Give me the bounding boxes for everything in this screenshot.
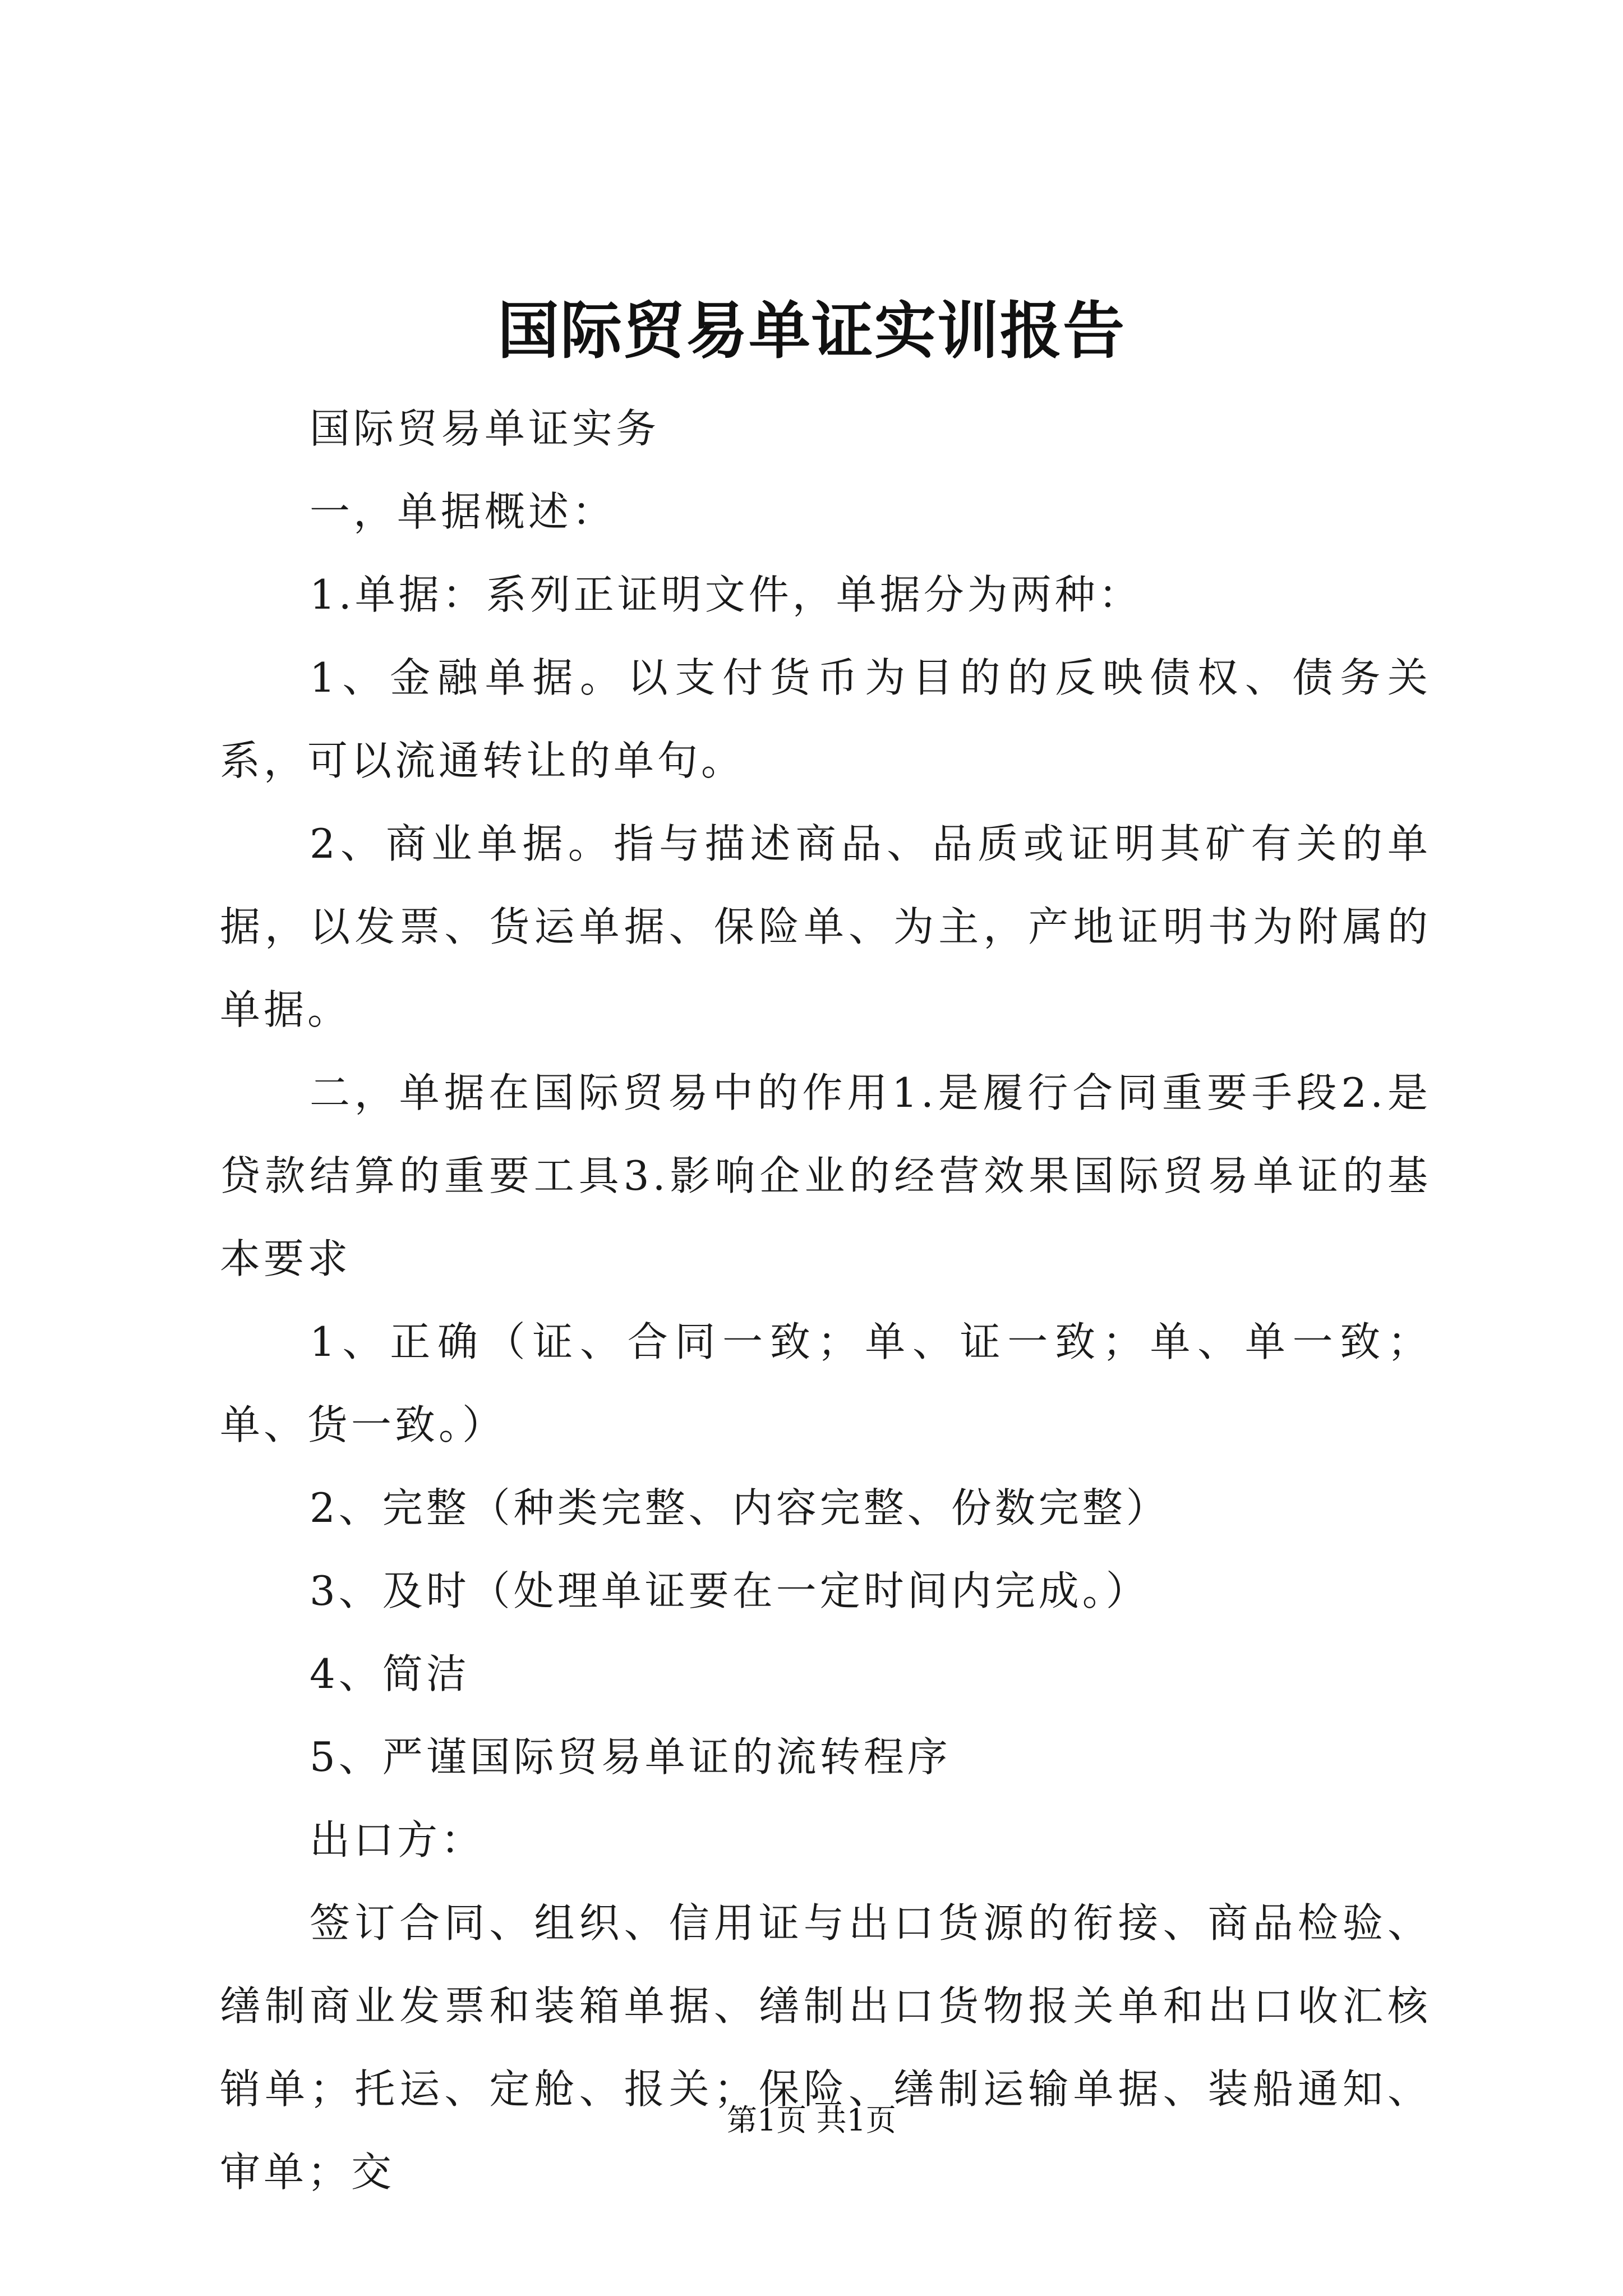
paragraph: 5、严谨国际贸易单证的流转程序 (310, 1733, 951, 1780)
paragraph: 二，单据在国际贸易中的作用1.是履行合同重要手段2.是贷款结算的重要工具3.影响企业的经营效果国际贸易单证的基本要求 (220, 1069, 1431, 1282)
document-body (220, 387, 1431, 2214)
paragraph: 1、金融单据。以支付货币为目的的反映债权、债务关系，可以流通转让的单句。 (220, 654, 1431, 784)
document-title: 国际贸易单证实训报告 (497, 295, 1126, 367)
paragraph: 一，单据概述： (310, 488, 616, 535)
page-footer: 第1页 共1页 (727, 2102, 896, 2138)
paragraph: 签订合同、组织、信用证与出口货源的衔接、商品检验、缮制商业发票和装箱单据、缮制出口货物报关单和出口收汇核销单；托运、定舱、报关；保险、缮制运输单据、装船通知、审单；交 (220, 1899, 1431, 2196)
paragraph: 4、简洁 (310, 1650, 470, 1697)
paragraph: 国际贸易单证实务 (310, 405, 660, 452)
paragraph: 2、完整（种类完整、内容完整、份数完整） (310, 1484, 1170, 1531)
paragraph: 1、正确（证、合同一致；单、证一致；单、单一致；单、货一致。） (220, 1318, 1431, 1448)
paragraph: 1.单据：系列正证明文件，单据分为两种： (310, 571, 1142, 618)
paragraph: 出口方： (310, 1816, 485, 1864)
paragraph: 2、商业单据。指与描述商品、品质或证明其矿有关的单据，以发票、货运单据、保险单、为主，产地证明书为附属的单据。 (220, 820, 1431, 1033)
paragraph: 3、及时（处理单证要在一定时间内完成。） (310, 1567, 1150, 1614)
